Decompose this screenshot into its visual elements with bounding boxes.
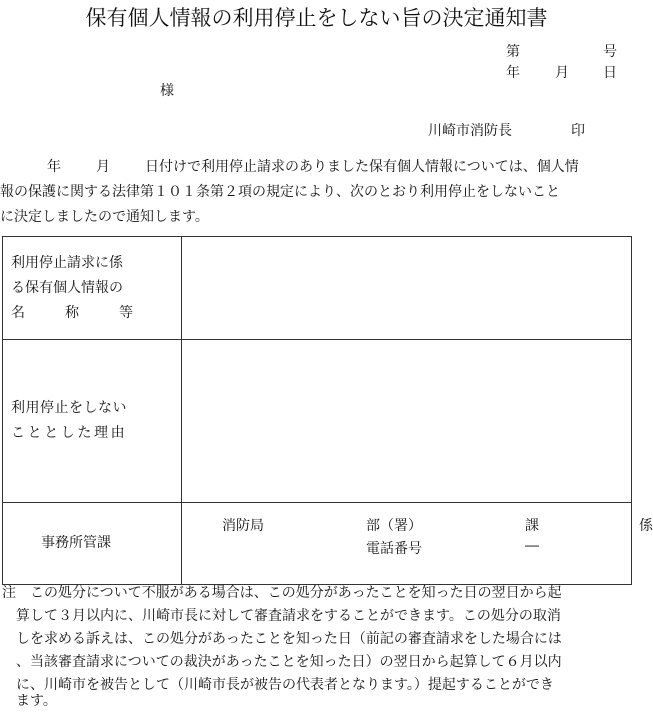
office-value (182, 503, 653, 585)
phone-dash: ― (525, 538, 539, 554)
note-line-3: しを求める訴えは、この処分があったことを知った日（前記の審査請求をした場合には (16, 631, 562, 647)
note-line-5: に、川崎市を被告として（川崎市長が被告の代表者となります。）提起することができ (16, 677, 554, 693)
body-month: 月 (96, 159, 110, 175)
note-line-6: ます。 (16, 693, 57, 709)
office-label: 事務所管課 (3, 503, 182, 585)
department-label: 部（署） (366, 518, 422, 534)
note-prefix: 注 (2, 585, 16, 601)
reason-label-line-1: 利用停止をしない (11, 400, 127, 416)
reason-label-line-2: こととした理由 (11, 425, 128, 441)
addressee-suffix: 様 (160, 83, 174, 99)
issuer-name: 川崎市消防長 (428, 123, 512, 139)
staff-label: 係 (639, 518, 653, 534)
table-row-reason (3, 340, 632, 503)
reason-label (3, 340, 182, 503)
phone-label: 電話番号 (366, 541, 422, 557)
office-name: 消防局 (222, 518, 264, 534)
date-month: 月 (555, 65, 569, 81)
number-prefix: 第 (506, 44, 520, 60)
seal-mark: 印 (571, 123, 585, 139)
target-info-label-line-1: 利用停止請求に係 (11, 254, 123, 271)
note-line-4: 、当該審査請求についての裁決があったことを知った日）の翌日から起算して６月以内 (16, 654, 562, 670)
decision-table (2, 236, 653, 585)
table-row-target-info (3, 237, 632, 340)
body-line-1-text: 日付けで利用停止請求のありました保有個人情報については、個人情 (145, 159, 579, 175)
target-info-label-line-2: る保有個人情報の (11, 279, 123, 296)
body-line-3: に決定しましたので通知します。 (0, 209, 209, 225)
reason-value[interactable] (182, 340, 632, 503)
target-info-label-line-3: 名 称 等 (11, 304, 133, 321)
table-row-office (3, 503, 632, 585)
number-suffix: 号 (603, 44, 617, 60)
target-info-label (3, 237, 182, 340)
body-line-2: 報の保護に関する法律第１０１条第２項の規定により、次のとおり利用停止をしないこと (0, 184, 560, 200)
note-line-1: この処分について不服がある場合は、この処分があったことを知った日の翌日から起 (30, 585, 562, 601)
date-year: 年 (506, 65, 520, 81)
body-year: 年 (47, 159, 61, 175)
date-day: 日 (603, 65, 617, 81)
target-info-value[interactable] (182, 237, 632, 340)
section-label: 課 (525, 518, 539, 534)
note-line-2: 算して３月以内に、川崎市長に対して審査請求をすることができます。この処分の取消 (16, 608, 561, 624)
document-title: 保有個人情報の利用停止をしない旨の決定通知書 (85, 6, 548, 30)
body-line-1 (0, 155, 579, 180)
